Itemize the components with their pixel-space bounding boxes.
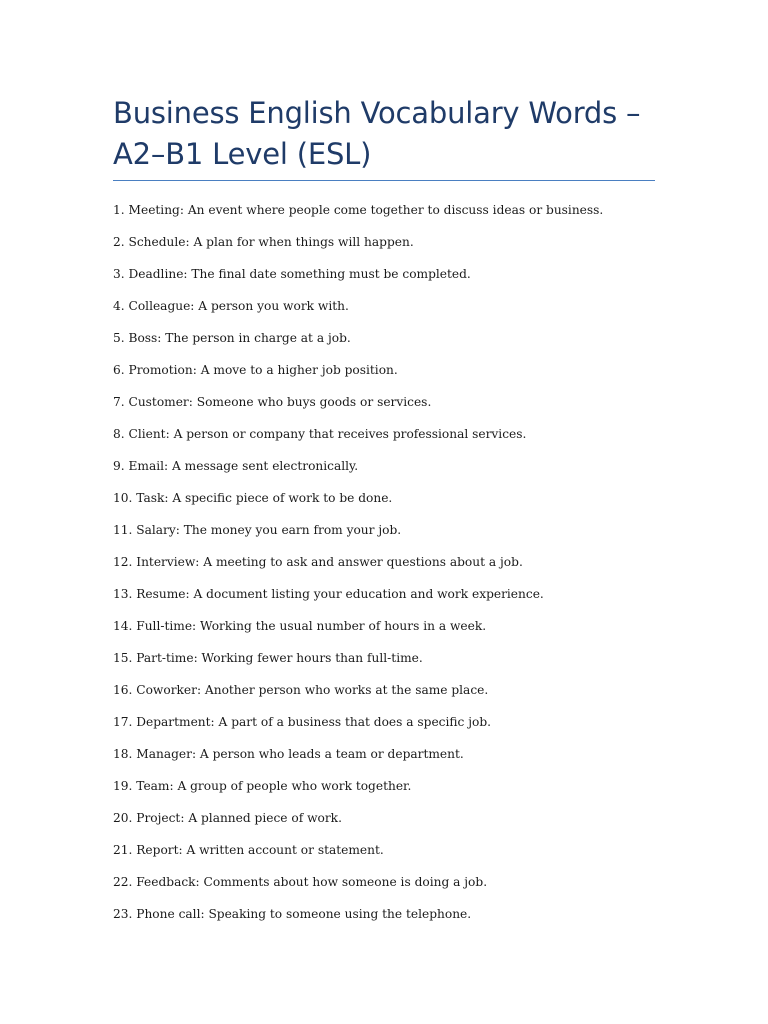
vocabulary-item: 5. Boss: The person in charge at a job. [113, 331, 351, 345]
vocabulary-item: 2. Schedule: A plan for when things will happen. [113, 235, 414, 249]
vocabulary-item: 12. Interview: A meeting to ask and answer questions about a job. [113, 555, 523, 569]
vocabulary-item: 21. Report: A written account or statement. [113, 843, 384, 857]
vocabulary-item: 11. Salary: The money you earn from your job. [113, 523, 402, 537]
title-underline-rule [113, 180, 655, 181]
vocabulary-item: 3. Deadline: The final date something must be completed. [113, 267, 471, 281]
vocabulary-item: 17. Department: A part of a business that does a specific job. [113, 715, 491, 729]
vocabulary-item: 15. Part-time: Working fewer hours than full-time. [113, 651, 423, 665]
vocabulary-item: 19. Team: A group of people who work together. [113, 779, 412, 793]
vocabulary-item: 4. Colleague: A person you work with. [113, 299, 349, 313]
vocabulary-item: 7. Customer: Someone who buys goods or services. [113, 395, 432, 409]
vocabulary-item: 20. Project: A planned piece of work. [113, 811, 342, 825]
vocabulary-item: 16. Coworker: Another person who works at the same place. [113, 683, 489, 697]
vocabulary-item: 1. Meeting: An event where people come together to discuss ideas or business. [113, 203, 604, 217]
vocabulary-item: 23. Phone call: Speaking to someone using the telephone. [113, 907, 472, 921]
vocabulary-item: 6. Promotion: A move to a higher job position. [113, 363, 398, 377]
vocabulary-item: 10. Task: A specific piece of work to be done. [113, 491, 393, 505]
vocabulary-item: 8. Client: A person or company that receives professional services. [113, 427, 527, 441]
document-title: Business English Vocabulary Words – A2–B1 Level (ESL) [113, 96, 641, 171]
vocabulary-item: 18. Manager: A person who leads a team or department. [113, 747, 464, 761]
vocabulary-item: 14. Full-time: Working the usual number of hours in a week. [113, 619, 487, 633]
vocabulary-list [113, 201, 673, 937]
vocabulary-item: 9. Email: A message sent electronically. [113, 459, 359, 473]
vocabulary-item: 22. Feedback: Comments about how someone is doing a job. [113, 875, 488, 889]
vocabulary-item: 13. Resume: A document listing your education and work experience. [113, 587, 544, 601]
